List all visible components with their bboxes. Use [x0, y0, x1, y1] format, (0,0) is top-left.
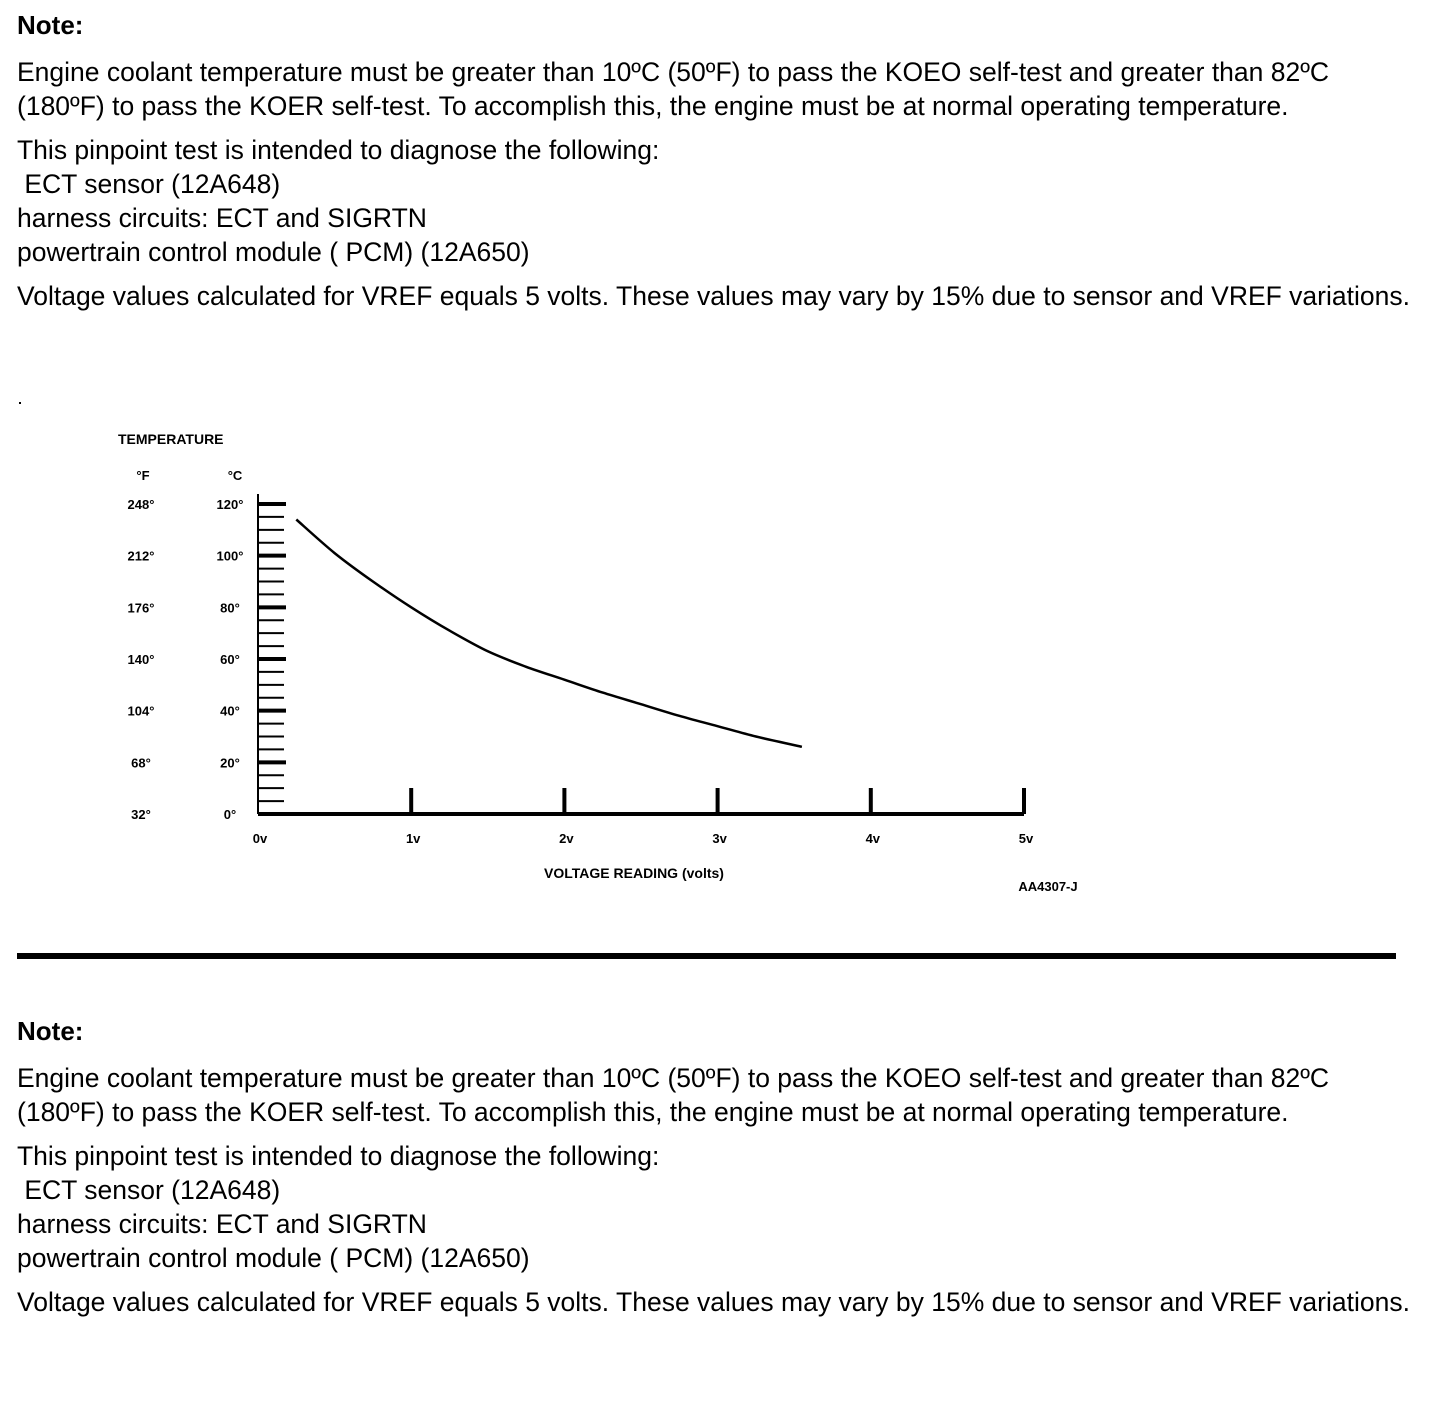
- diagnose-intro: This pinpoint test is intended to diagnose the following:: [17, 1141, 660, 1171]
- y-axis-unit-f: °F: [136, 468, 150, 483]
- diagnose-intro: This pinpoint test is intended to diagnose the following:: [17, 135, 660, 165]
- y-tick-label-f: 68°: [131, 755, 151, 771]
- x-tick-label: 5v: [1018, 831, 1034, 846]
- y-tick-label-c: 0°: [223, 807, 237, 822]
- y-tick-label-f: 248°: [127, 497, 155, 512]
- y-tick-label-f: 104°: [127, 703, 155, 719]
- diagnose-item: powertrain control module ( PCM) (12A650): [17, 1243, 530, 1273]
- diagnose-item: ECT sensor (12A648): [17, 169, 281, 199]
- x-axis-label: VOLTAGE READING (volts): [544, 865, 724, 881]
- y-tick-label-f: 176°: [127, 600, 155, 616]
- x-tick-label: 0v: [252, 831, 268, 846]
- voltage-values-paragraph: Voltage values calculated for VREF equals 5 volts. These values may vary by 15% due to sensor and VREF variations.: [17, 281, 1410, 311]
- y-tick-label-f: 140°: [127, 652, 155, 667]
- temperature-curve: [296, 520, 802, 747]
- diagnose-item: ECT sensor (12A648): [17, 1175, 281, 1205]
- note-heading: Note:: [17, 1016, 84, 1046]
- diagnose-item: harness circuits: ECT and SIGRTN: [17, 1209, 427, 1239]
- note-heading: Note:: [17, 10, 84, 40]
- section-divider: [17, 953, 1396, 959]
- note-section-bottom: [17, 1016, 1417, 1329]
- chart-title: TEMPERATURE: [118, 431, 224, 447]
- y-tick-label-c: 100°: [216, 548, 244, 564]
- y-axis-unit-c: °C: [227, 468, 243, 483]
- y-tick-label-c: 120°: [216, 497, 244, 512]
- diagnose-item: powertrain control module ( PCM) (12A650): [17, 237, 530, 267]
- diagnose-list: [17, 1139, 1417, 1275]
- x-tick-label: 1v: [405, 831, 421, 846]
- y-tick-label-c: 80°: [220, 600, 240, 616]
- coolant-temperature-paragraph: Engine coolant temperature must be greater than 10ºC (50ºF) to pass the KOEO self-test and greater than 82ºC (180ºF) to pass the KOER self-test. To accomplish this, the engine must be at normal operating temperature.: [17, 57, 1330, 121]
- x-tick-label: 3v: [712, 831, 727, 846]
- y-tick-label-f: 32°: [131, 807, 151, 822]
- x-tick-label: 4v: [865, 831, 881, 846]
- diagnose-item: harness circuits: ECT and SIGRTN: [17, 203, 427, 233]
- voltage-values-paragraph: Voltage values calculated for VREF equals 5 volts. These values may vary by 15% due to sensor and VREF variations.: [17, 1287, 1410, 1317]
- x-tick-label: 2v: [559, 831, 574, 846]
- y-tick-label-c: 20°: [220, 755, 240, 771]
- y-tick-label-c: 40°: [220, 703, 240, 719]
- y-tick-label-c: 60°: [220, 652, 240, 667]
- coolant-temperature-paragraph: Engine coolant temperature must be greater than 10ºC (50ºF) to pass the KOEO self-test and greater than 82ºC (180ºF) to pass the KOER self-test. To accomplish this, the engine must be at normal operating temperature.: [17, 1063, 1330, 1127]
- figure-id: AA4307-J: [1018, 879, 1078, 894]
- y-tick-label-f: 212°: [127, 548, 155, 564]
